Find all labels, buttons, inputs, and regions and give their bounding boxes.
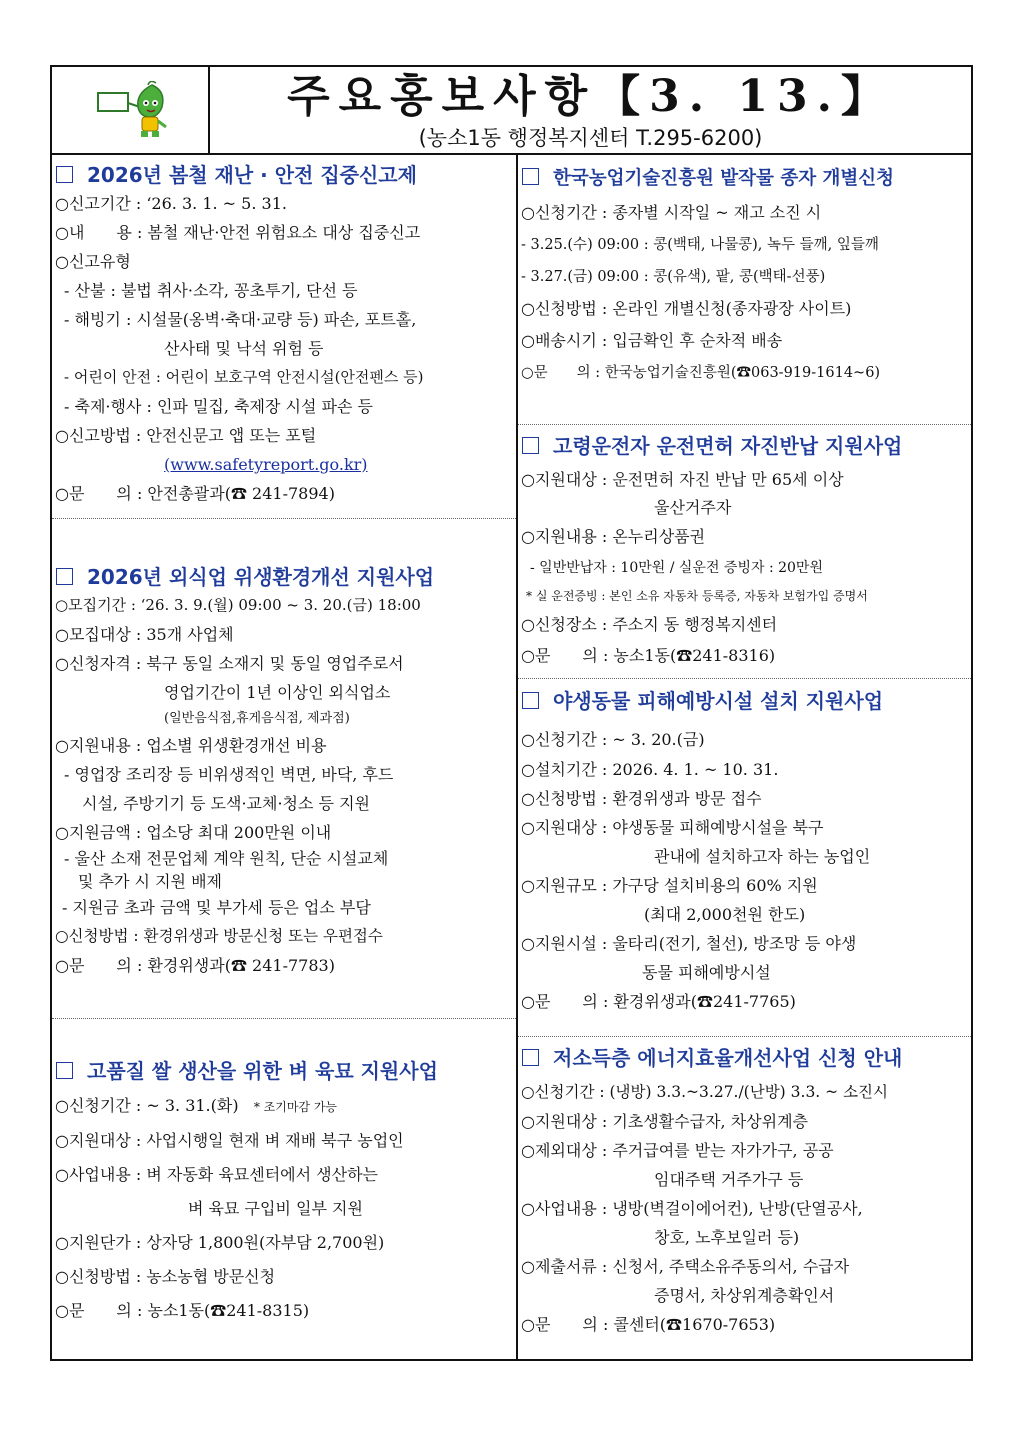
info-line: ○신청기간 : ~ 3. 20.(금) — [521, 730, 705, 749]
info-line: 관내에 설치하고자 하는 농업인 — [654, 847, 871, 866]
info-line: - 산불 : 불법 취사·소각, 꽁초투기, 단선 등 — [64, 281, 358, 300]
info-line: ○지원시설 : 울타리(전기, 철선), 방조망 등 야생 — [521, 934, 857, 953]
info-line: - 영업장 조리장 등 비위생적인 벽면, 바닥, 후드 — [64, 765, 394, 784]
checkbox-square-icon — [56, 1062, 73, 1079]
info-line: ○배송시기 : 입금확인 후 순차적 배송 — [521, 331, 783, 350]
info-line: 증명서, 차상위계층확인서 — [654, 1286, 835, 1305]
section-title-text: 2026년 봄철 재난 · 안전 집중신고제 — [87, 163, 417, 187]
info-line: ○문 의 : 환경위생과(☎ 241-7783) — [55, 956, 335, 975]
bulletin-sheet — [50, 65, 973, 1361]
info-line: - 울산 소재 전문업체 계약 원칙, 단순 시설교체 — [64, 849, 389, 868]
section-title — [52, 1053, 516, 1089]
section-seed-application — [518, 161, 971, 425]
info-line: 창호, 노후보일러 등) — [654, 1228, 800, 1247]
info-line: - 해빙기 : 시설물(옹벽·축대·교량 등) 파손, 포트홀, — [64, 310, 417, 329]
section-spring-safety — [52, 161, 516, 519]
info-line: ○문 의 : 농소1동(☎241-8316) — [521, 646, 776, 665]
info-line: ○지원대상 : 운전면허 자진 반납 만 65세 이상 — [521, 470, 844, 489]
info-line: 울산거주자 — [654, 498, 732, 517]
section-title-text: 야생동물 피해예방시설 설치 지원사업 — [553, 689, 884, 713]
section-food-hygiene — [52, 563, 516, 1019]
info-line: ○지원대상 : 기초생활수급자, 차상위계층 — [521, 1112, 808, 1131]
info-line: 시설, 주방기기 등 도색·교체·청소 등 지원 — [82, 794, 370, 813]
header — [52, 67, 971, 155]
logo-cell — [52, 67, 210, 153]
info-line: ○문 의 : 농소1동(☎241-8315) — [55, 1301, 310, 1320]
checkbox-square-icon — [522, 168, 539, 185]
info-line: ○신청방법 : 농소농협 방문신청 — [55, 1267, 276, 1286]
checkbox-square-icon — [522, 1049, 539, 1066]
info-line: ○지원내용 : 업소별 위생환경개선 비용 — [55, 736, 327, 755]
info-line: ○제출서류 : 신청서, 주택소유주동의서, 수급자 — [521, 1257, 850, 1276]
info-line: 동물 피해예방시설 — [642, 963, 771, 982]
info-line: ○신청기간 : (냉방) 3.3.~3.27./(난방) 3.3. ~ 소진시 — [521, 1083, 888, 1101]
info-line: ○신고기간 : ‘26. 3. 1. ~ 5. 31. — [55, 194, 287, 213]
info-line: ○신청방법 : 온라인 개별신청(종자광장 사이트) — [521, 299, 852, 318]
section-title — [52, 563, 516, 591]
page-title: 주요홍보사항【3. 13.】 — [287, 71, 894, 122]
info-line: ○설치기간 : 2026. 4. 1. ~ 10. 31. — [521, 760, 779, 779]
info-line: ○신청기간 : ~ 3. 31.(화) * 조기마감 가능 — [55, 1096, 338, 1115]
checkbox-square-icon — [56, 568, 73, 585]
info-line: - 3.25.(수) 09:00 : 콩(백태, 나물콩), 녹두 들깨, 잎들깨 — [521, 237, 879, 253]
safetyreport-link[interactable]: (www.safetyreport.go.kr) — [164, 455, 368, 474]
info-line: ○신청장소 : 주소지 동 행정복지센터 — [521, 615, 778, 634]
section-title — [518, 1039, 971, 1077]
section-title-text: 고령운전자 운전면허 자진반납 지원사업 — [553, 434, 903, 458]
info-line: 및 추가 시 지원 배제 — [78, 872, 222, 891]
left-column — [52, 155, 518, 1359]
info-line: ○문 의 : 한국농업기술진흥원(☎063-919-1614~6) — [521, 365, 881, 381]
section-energy-efficiency — [518, 1039, 971, 1359]
info-line: 벼 육묘 구입비 일부 지원 — [188, 1199, 363, 1218]
section-wildlife-prevention — [518, 681, 971, 1037]
info-line: ○문 의 : 안전총괄과(☎ 241-7894) — [55, 484, 335, 503]
info-line: ○지원금액 : 업소당 최대 200만원 이내 — [55, 823, 332, 842]
info-line: ○지원대상 : 야생동물 피해예방시설을 북구 — [521, 818, 824, 837]
section-title-text: 고품질 쌀 생산을 위한 벼 육묘 지원사업 — [87, 1059, 438, 1083]
info-line: ○모집기간 : ‘26. 3. 9.(월) 09:00 ~ 3. 20.(금) 18:00 — [55, 596, 421, 614]
info-line: (일반음식점,휴게음식점, 제과점) — [164, 711, 350, 726]
info-line: 임대주택 거주가구 등 — [654, 1170, 804, 1189]
info-line: ○사업내용 : 벼 자동화 육묘센터에서 생산하는 — [55, 1165, 378, 1184]
info-line: ○문 의 : 콜센터(☎1670-7653) — [521, 1315, 776, 1334]
info-line: ○신고방법 : 안전신문고 앱 또는 포털 — [55, 426, 317, 445]
page-subtitle: (농소1동 행정복지센터 T.295-6200) — [418, 126, 763, 150]
info-line: - 축제·행사 : 인파 밀집, 축제장 시설 파손 등 — [64, 397, 373, 416]
info-line: ○사업내용 : 냉방(벽걸이에어컨), 난방(단열공사, — [521, 1199, 863, 1218]
section-title-text: 2026년 외식업 위생환경개선 지원사업 — [87, 565, 435, 589]
section-elderly-license — [518, 427, 971, 679]
info-line: ○지원단가 : 상자당 1,800원(자부담 2,700원) — [55, 1233, 385, 1252]
checkbox-square-icon — [56, 166, 73, 183]
title-cell — [210, 67, 971, 153]
info-line: - 3.27.(금) 09:00 : 콩(유색), 팥, 콩(백태-선풍) — [521, 269, 826, 285]
early-close-note: * 조기마감 가능 — [253, 1100, 338, 1114]
info-line: ○신청자격 : 북구 동일 소재지 및 동일 영업주로서 — [55, 654, 404, 673]
info-line: ○신청기간 : 종자별 시작일 ~ 재고 소진 시 — [521, 203, 822, 222]
section-title — [52, 161, 516, 189]
right-column — [518, 155, 971, 1359]
info-line: - 지원금 초과 금액 및 부가세 등은 업소 부담 — [62, 898, 371, 917]
info-line: - 일반반납자 : 10만원 / 실운전 증빙자 : 20만원 — [530, 560, 823, 576]
section-title-text: 한국농업기술진흥원 밭작물 종자 개별신청 — [553, 168, 895, 189]
section-rice-seedling — [52, 1053, 516, 1353]
info-line: - 어린이 안전 : 어린이 보호구역 안전시설(안전펜스 등) — [64, 368, 424, 386]
info-line: ○지원대상 : 사업시행일 현재 벼 재배 북구 농업인 — [55, 1131, 404, 1150]
info-line: ○내 용 : 봄철 재난·안전 위험요소 대상 집중신고 — [55, 223, 421, 242]
info-line: 산사태 및 낙석 위험 등 — [164, 339, 324, 358]
info-line: 영업기간이 1년 이상인 외식업소 — [164, 683, 391, 702]
section-title — [518, 161, 971, 197]
info-line: ○신고유형 — [55, 252, 131, 271]
mascot-logo-icon — [92, 81, 172, 141]
info-line: ○지원규모 : 가구당 설치비용의 60% 지원 — [521, 876, 818, 895]
info-line: * 실 운전증빙 : 본인 소유 자동차 등록증, 자동차 보험가입 증명서 — [526, 589, 868, 603]
info-line: (최대 2,000천원 한도) — [644, 905, 806, 924]
checkbox-square-icon — [522, 692, 539, 709]
checkbox-square-icon — [522, 437, 539, 454]
info-line: ○문 의 : 환경위생과(☎241-7765) — [521, 992, 796, 1011]
info-line: ○신청방법 : 환경위생과 방문신청 또는 우편접수 — [55, 927, 383, 945]
section-title — [518, 681, 971, 721]
section-title-text: 저소득층 에너지효율개선사업 신청 안내 — [553, 1046, 903, 1070]
info-line: ○모집대상 : 35개 사업체 — [55, 625, 234, 644]
info-line: ○신청방법 : 환경위생과 방문 접수 — [521, 789, 762, 808]
section-title — [518, 427, 971, 465]
info-line: ○제외대상 : 주거급여를 받는 자가가구, 공공 — [521, 1141, 834, 1160]
info-line: ○지원내용 : 온누리상품권 — [521, 527, 706, 546]
